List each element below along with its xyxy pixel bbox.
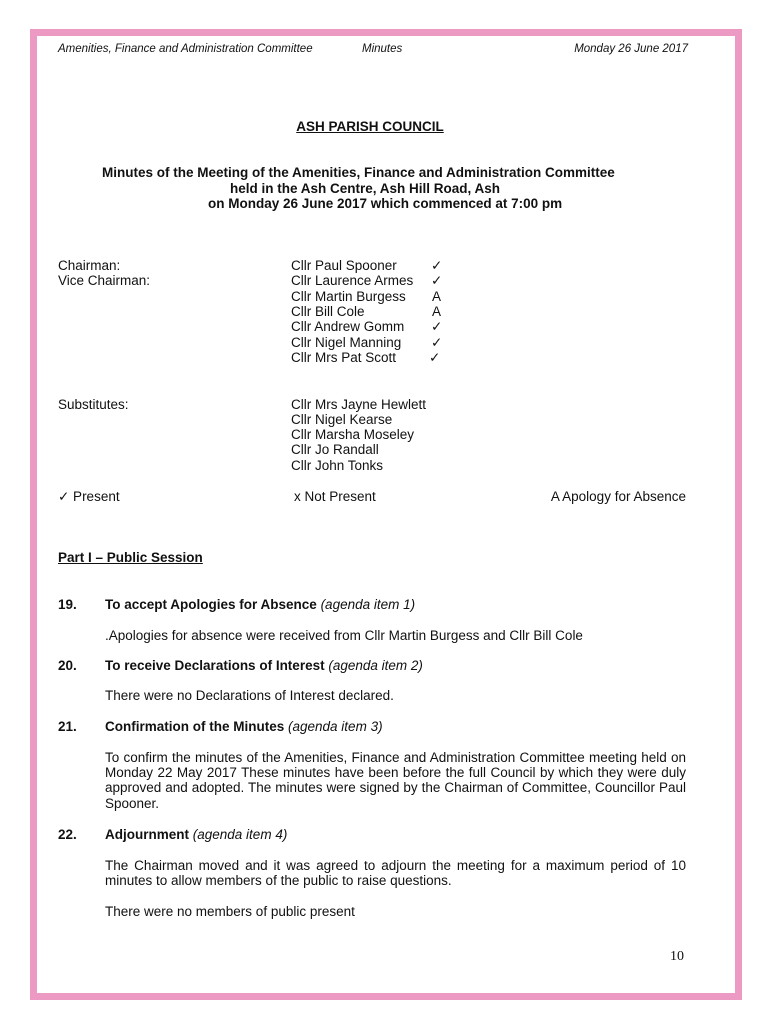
- attendance-mark: A: [432, 304, 442, 319]
- subtitle-line-2: held in the Ash Centre, Ash Hill Road, Ash: [230, 181, 501, 196]
- agenda-ref: (agenda item 2): [328, 658, 423, 673]
- attendance-mark: ✓: [431, 319, 443, 334]
- member-name: Cllr Andrew Gomm: [291, 319, 405, 334]
- item-text-secondary: There were no members of public present: [105, 904, 355, 919]
- member-name: Cllr Nigel Manning: [291, 335, 402, 350]
- document-title: ASH PARISH COUNCIL: [296, 119, 444, 134]
- item-text: To confirm the minutes of the Amenities, Finance and Administration Committee meeting held on Monday 22 May 2017 These minutes have been before the full Council by which they were duly approved and adopted. The minutes were signed by the Chairman of Committee, Councillor Paul Spooner.: [105, 750, 686, 811]
- attendance-mark: ✓: [431, 335, 443, 350]
- agenda-ref: (agenda item 3): [288, 719, 383, 734]
- item-number: 21.: [58, 719, 77, 734]
- item-heading-text: To accept Apologies for Absence: [105, 597, 317, 612]
- item-text: The Chairman moved and it was agreed to adjourn the meeting for a maximum period of 10 minutes to allow members of the public to raise questions.: [105, 858, 686, 889]
- page-number: 10: [670, 949, 684, 964]
- role-substitutes: Substitutes:: [58, 397, 129, 412]
- agenda-ref: (agenda item 1): [320, 597, 416, 612]
- item-number: 19.: [58, 597, 77, 612]
- item-number: 22.: [58, 827, 77, 842]
- substitute-name: Cllr John Tonks: [291, 458, 384, 473]
- item-heading-text: To receive Declarations of Interest: [105, 658, 325, 673]
- attendance-mark: A: [432, 289, 442, 304]
- member-name: Cllr Bill Cole: [291, 304, 365, 319]
- item-heading-text: Confirmation of the Minutes: [105, 719, 285, 734]
- agenda-ref: (agenda item 4): [192, 827, 288, 842]
- legend-present: ✓ Present: [58, 489, 120, 504]
- header-committee: Amenities, Finance and Administration Committee: [58, 43, 313, 55]
- member-name: Cllr Laurence Armes: [291, 273, 414, 288]
- member-name: Cllr Mrs Pat Scott: [291, 350, 397, 365]
- header-doc-type: Minutes: [362, 43, 403, 55]
- role-vice-chairman: Vice Chairman:: [58, 273, 151, 288]
- substitute-name: Cllr Mrs Jayne Hewlett: [291, 397, 427, 412]
- legend-apology: A Apology for Absence: [550, 489, 686, 504]
- substitute-name: Cllr Nigel Kearse: [291, 412, 393, 427]
- member-name: Cllr Martin Burgess: [291, 289, 406, 304]
- item-heading: [105, 827, 287, 842]
- item-heading: [105, 719, 383, 734]
- item-text: There were no Declarations of Interest declared.: [105, 688, 394, 703]
- attendance-mark: ✓: [431, 273, 443, 288]
- header-date: Monday 26 June 2017: [574, 43, 688, 55]
- item-heading: [105, 658, 423, 673]
- attendance-mark: ✓: [431, 258, 443, 273]
- subtitle-line-1: Minutes of the Meeting of the Amenities, Finance and Administration Committee: [102, 165, 615, 180]
- item-heading: [105, 597, 415, 612]
- subtitle-line-3: on Monday 26 June 2017 which commenced at 7:00 pm: [208, 196, 563, 211]
- item-number: 20.: [58, 658, 77, 673]
- item-text: .Apologies for absence were received from Cllr Martin Burgess and Cllr Bill Cole: [105, 628, 583, 643]
- part-heading: Part I – Public Session: [58, 550, 203, 565]
- substitute-name: Cllr Marsha Moseley: [291, 427, 415, 442]
- legend-not-present: x Not Present: [294, 489, 376, 504]
- role-chairman: Chairman:: [58, 258, 121, 273]
- substitute-name: Cllr Jo Randall: [291, 442, 379, 457]
- item-heading-text: Adjournment: [105, 827, 189, 842]
- member-name: Cllr Paul Spooner: [291, 258, 397, 273]
- attendance-mark: ✓: [429, 350, 441, 365]
